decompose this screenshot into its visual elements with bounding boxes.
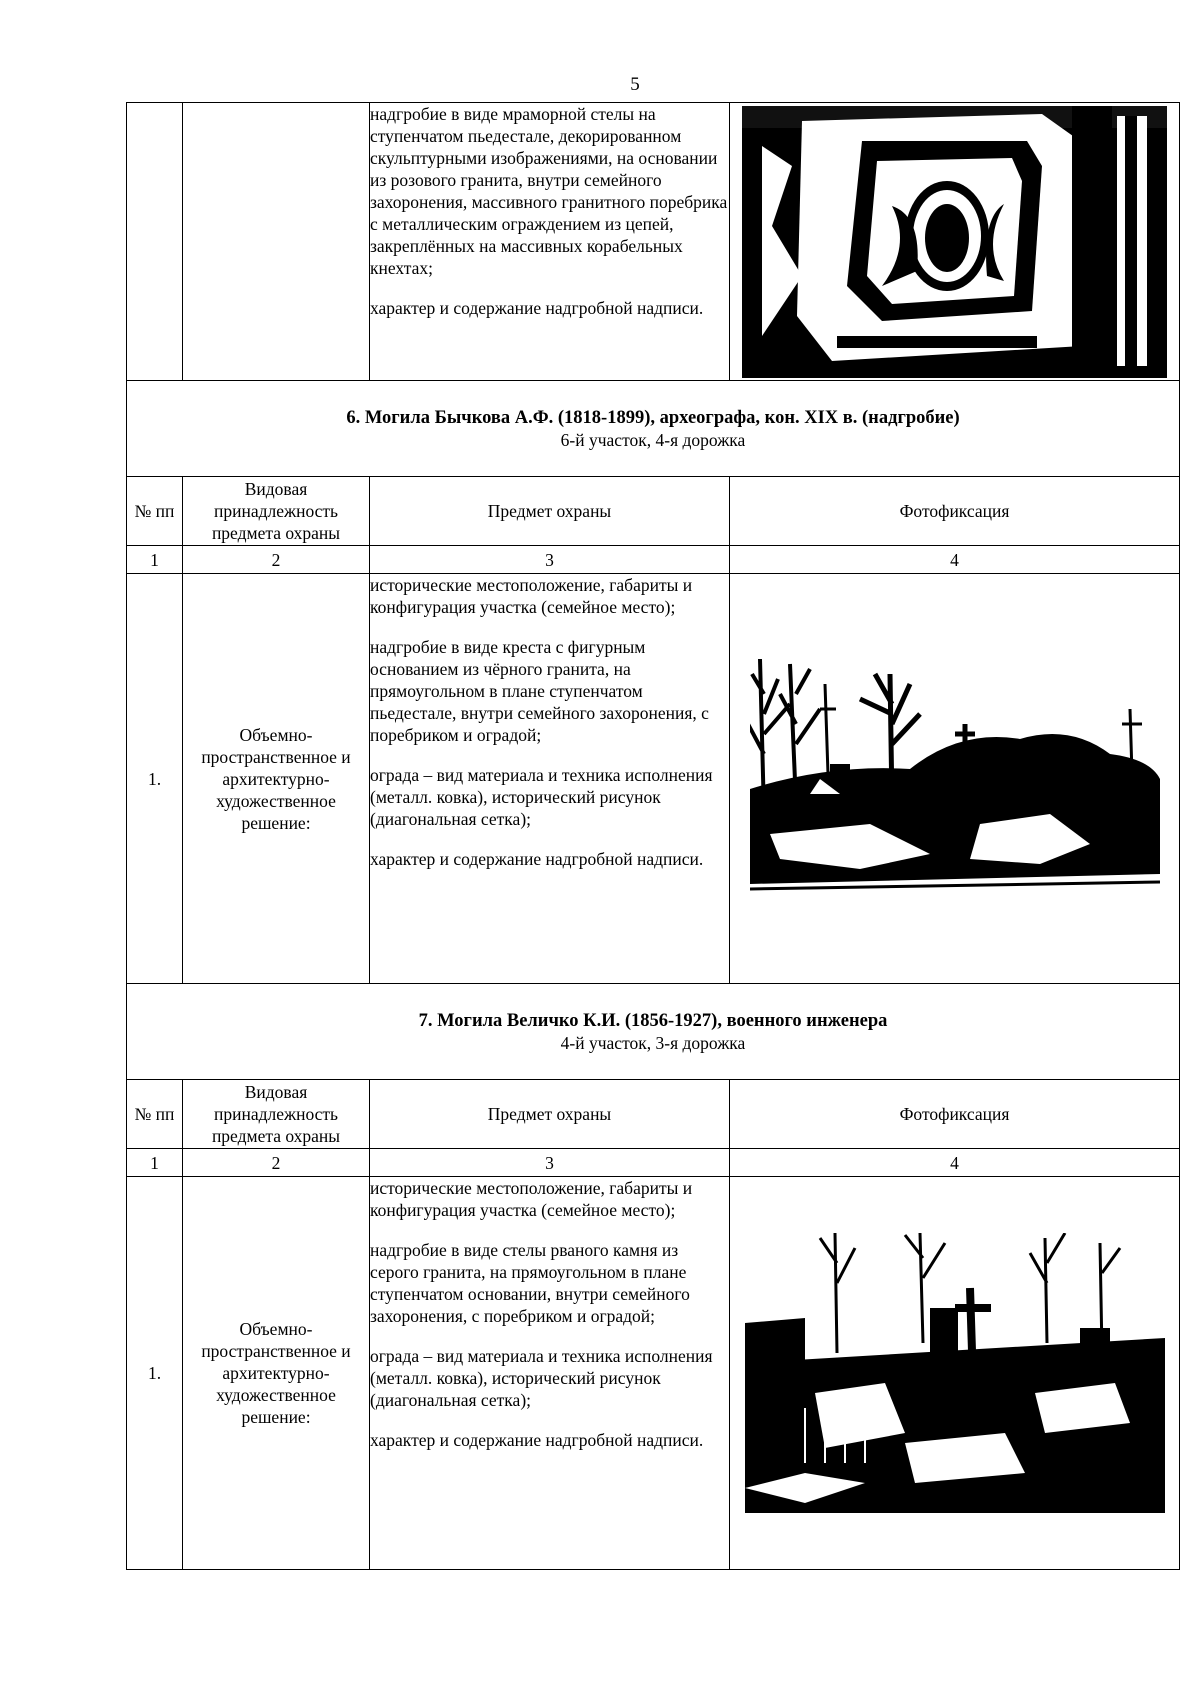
header-num: № пп [127,477,183,546]
subject-paragraph: характер и содержание надгробной надписи. [370,1430,704,1450]
subject-paragraph: исторические местоположение, габариты и конфигурация участка (семейное место); [370,575,693,617]
subject-paragraph: исторические местоположение, габариты и конфигурация участка (семейное место); [370,1178,693,1220]
column-number: 2 [183,546,370,574]
column-number: 3 [370,546,730,574]
subject-cell [370,103,730,381]
row-number: 1. [127,574,183,984]
section-title: 7. Могила Величко К.И. (1856-1927), военного инженера [418,1010,888,1031]
row-type: Объемно-пространственное и архитектурно-художественное решение: [183,574,370,984]
section-location: 4-й участок, 3-я дорожка [560,1032,746,1053]
section-header-7 [127,984,1180,1080]
header-type: Видовая принадлежность предмета охраны [183,1080,370,1149]
header-subject: Предмет охраны [370,477,730,546]
header-type: Видовая принадлежность предмета охраны [183,477,370,546]
subject-paragraph: надгробие в виде мраморной стелы на ступенчатом пьедестале, декорированном скульптурными изображениями, на основании из розового гранита, внутри семейного захоронения, массивного гранитного поребрика с металлическим ограждением из цепей, закреплённых на массивных корабельных кнехтах; [370,104,728,278]
photo-cell [730,1177,1180,1570]
photo-cemetery-stele [745,1233,1165,1513]
photo-marble-stele [742,106,1167,378]
column-number: 3 [370,1149,730,1177]
section-location: 6-й участок, 4-я дорожка [560,429,746,450]
section-title-cell [127,984,1180,1080]
photo-cell [730,574,1180,984]
header-num: № пп [127,1080,183,1149]
num-cell [127,103,183,381]
column-number: 1 [127,546,183,574]
type-cell [183,103,370,381]
protection-table [126,102,1180,1570]
subject-paragraph: надгробие в виде креста с фигурным основанием из чёрного гранита, на прямоугольном в плане ступенчатом пьедестале, внутри семейного захоронения, с поребриком и оградой; [370,637,709,745]
header-photo: Фотофиксация [730,1080,1180,1149]
photo-cross-grave [750,654,1160,904]
subject-paragraph: характер и содержание надгробной надписи. [370,298,704,318]
table-row [127,574,1180,984]
table-row-continuation [127,103,1180,381]
column-number: 4 [730,1149,1180,1177]
column-number-row [127,1149,1180,1177]
column-header-row [127,477,1180,546]
header-subject: Предмет охраны [370,1080,730,1149]
subject-paragraph: надгробие в виде стелы рваного камня из серого гранита, на прямоугольном в плане ступенчатом основании, внутри семейного захоронения, с поребриком и оградой; [370,1240,690,1326]
column-number: 2 [183,1149,370,1177]
photo-cell [730,103,1180,381]
section-title: 6. Могила Бычкова А.Ф. (1818-1899), археографа, кон. XIX в. (надгробие) [346,407,960,428]
section-header-6 [127,381,1180,477]
subject-cell [370,574,730,984]
row-type: Объемно-пространственное и архитектурно-художественное решение: [183,1177,370,1570]
table-row [127,1177,1180,1570]
column-number: 4 [730,546,1180,574]
page-number: 5 [630,74,640,95]
column-number: 1 [127,1149,183,1177]
subject-paragraph: ограда – вид материала и техника исполнения (металл. ковка), исторический рисунок (диагональная сетка); [370,1346,713,1410]
header-photo: Фотофиксация [730,477,1180,546]
subject-paragraph: характер и содержание надгробной надписи. [370,849,704,869]
subject-paragraph: ограда – вид материала и техника исполнения (металл. ковка), исторический рисунок (диагональная сетка); [370,765,713,829]
subject-cell [370,1177,730,1570]
section-title-cell [127,381,1180,477]
column-number-row [127,546,1180,574]
row-number: 1. [127,1177,183,1570]
column-header-row [127,1080,1180,1149]
